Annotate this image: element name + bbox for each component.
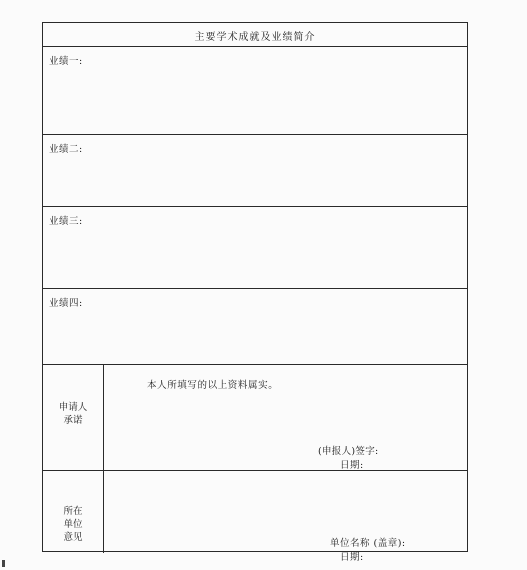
achievement-label-4: 业绩四:	[49, 298, 83, 309]
unit-date-label: 日期:	[340, 552, 364, 563]
applicant-pledge-row	[43, 365, 467, 471]
scan-edge-mark	[2, 560, 5, 567]
unit-opinion-row	[43, 471, 467, 563]
achievement-label-3: 业绩三:	[49, 216, 83, 227]
achievement-row-2	[43, 135, 467, 207]
applicant-pledge-label-cell	[43, 365, 104, 470]
form-title-row	[43, 23, 467, 47]
applicant-pledge-label-line1: 申请人	[58, 402, 88, 413]
unit-opinion-label	[43, 505, 103, 544]
applicant-pledge-label-line2: 承诺	[63, 415, 83, 426]
achievement-row-4	[43, 289, 467, 365]
unit-opinion-label-line1: 所在	[63, 506, 83, 517]
achievement-label-2: 业绩二:	[49, 144, 83, 155]
achievement-form-table	[42, 22, 468, 563]
form-title: 主要学术成就及业绩简介	[194, 32, 316, 43]
applicant-signature-label: (申报人)签字:	[318, 446, 379, 457]
achievement-label-1: 业绩一:	[49, 56, 83, 67]
pledge-statement: 本人所填写的以上资料属实。	[147, 380, 279, 391]
unit-name-stamp-label: 单位名称 (盖章):	[330, 538, 406, 549]
unit-opinion-label-line3: 意见	[63, 532, 83, 543]
unit-opinion-label-cell	[43, 471, 104, 553]
applicant-date-label: 日期:	[340, 460, 364, 471]
unit-opinion-label-line2: 单位	[63, 519, 83, 530]
achievement-row-1	[43, 47, 467, 135]
applicant-pledge-label	[43, 401, 103, 427]
achievement-row-3	[43, 207, 467, 289]
